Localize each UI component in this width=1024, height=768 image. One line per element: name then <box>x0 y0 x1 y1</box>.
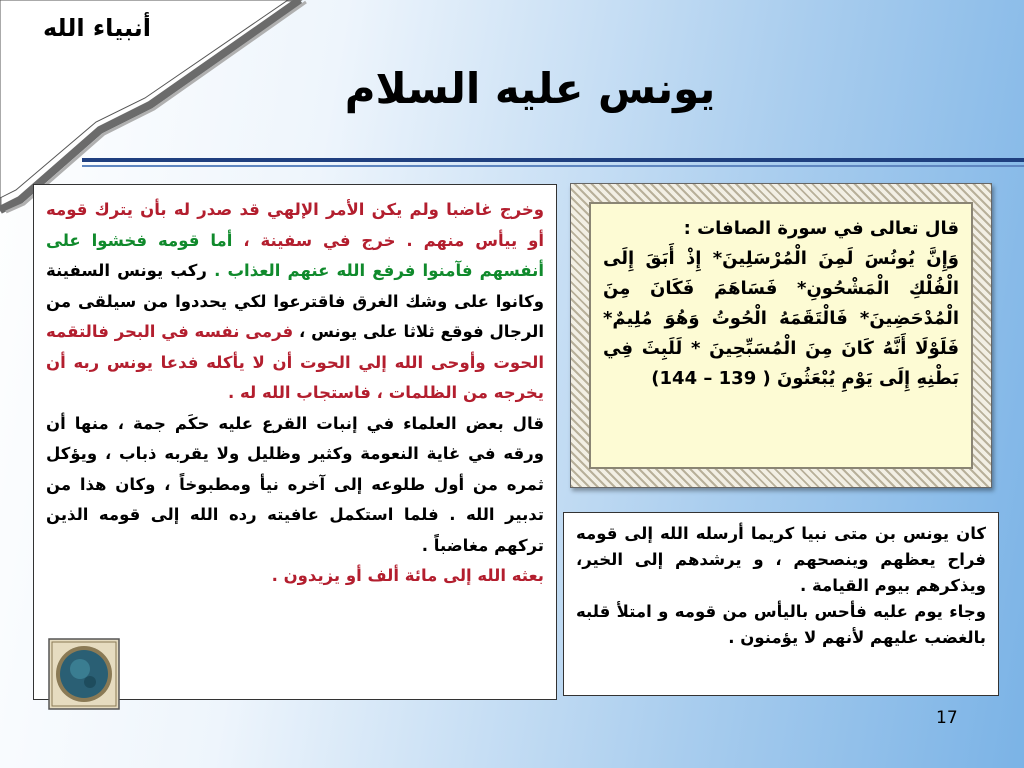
story-text-box <box>33 184 557 700</box>
verse-reference: ( 139 – 144) <box>651 368 771 389</box>
verse-text: وَإِنَّ يُونُسَ لَمِنَ الْمُرْسَلِينَ* إِذْ أَبَقَ إِلَى الْفُلْكِ الْمَشْحُونِ* فَسَاهَمَ فَكَانَ مِنَ الْمُدْحَضِينَ* فَالْتَقَمَهُ الْحُوتُ وَهُوَ مُلِيمٌ* فَلَوْلَا أَنَّهُ كَانَ مِنَ الْمُسَبِّحِينَ * لَلَبِثَ فِي بَطْنِهِ إِلَى يَوْمِ يُبْعَثُونَ <box>603 248 959 389</box>
quran-verse-frame <box>570 183 992 488</box>
page-number: 17 <box>936 708 958 728</box>
summary-paragraph-1: كان يونس بن متى نبيا كريما أرسله الله إلى قومه فراح يعظهم وينصحهم ، و يرشدهم إلى الخير، ويذكرهم بيوم القيامة . <box>576 524 986 595</box>
story-sentence-3: ركب يونس السفينة وكانوا على وشك الغرق فاقترعوا لكي يحددوا من سيلقى من الرجال فوقع ثلاثا على يونس ، <box>46 261 545 341</box>
slide-title: يونس عليه السلام <box>344 64 716 113</box>
summary-paragraph-2: وجاء يوم عليه فأحس باليأس من قومه و امتلأ قلبه بالغضب عليهم لأنهم لا يؤمنون . <box>576 602 986 647</box>
story-sentence-6: بعثه الله إلى مائة ألف أو يزيدون . <box>271 566 544 585</box>
quran-verse-panel <box>589 202 973 469</box>
verse-intro: قال تعالى في سورة الصافات : <box>683 218 959 239</box>
story-sentence-1: وخرج غاضبا ولم يكن الأمر الإلهي قد صدر له بأن يترك قومه أو ييأس منهم . خرج في سفينة ، <box>46 200 544 250</box>
story-sentence-5: قال بعض العلماء في إنبات القرع عليه حكَم جمة ، منها أن ورقه في غاية النعومة وكثير وظليل ولا يقربه ذباب ، ويؤكل ثمره من أول طلوعه إلى آخره نيأ ومطبوخاً ، وكان هذا من تدبير الله . فلما استكمل عافيته رده الله إلى قومه الذين تركهم مغاضباً . <box>46 413 544 555</box>
story-sentence-4: فرمى نفسه في البحر فالتقمه الحوت وأوحى الله إلي الحوت أن لا يأكله فدعا يونس ربه أن يخرجه من الظلمات ، فاستجاب الله له . <box>46 322 544 402</box>
header-rule <box>82 158 1024 162</box>
corner-title: أنبياء الله <box>42 14 152 42</box>
medallion-image <box>48 638 120 710</box>
summary-text-box <box>563 512 999 696</box>
story-sentence-2: أما قومه فخشوا على أنفسهم فآمنوا فرفع الله عنهم العذاب . <box>46 230 544 280</box>
header-rule-thin <box>82 165 1024 167</box>
